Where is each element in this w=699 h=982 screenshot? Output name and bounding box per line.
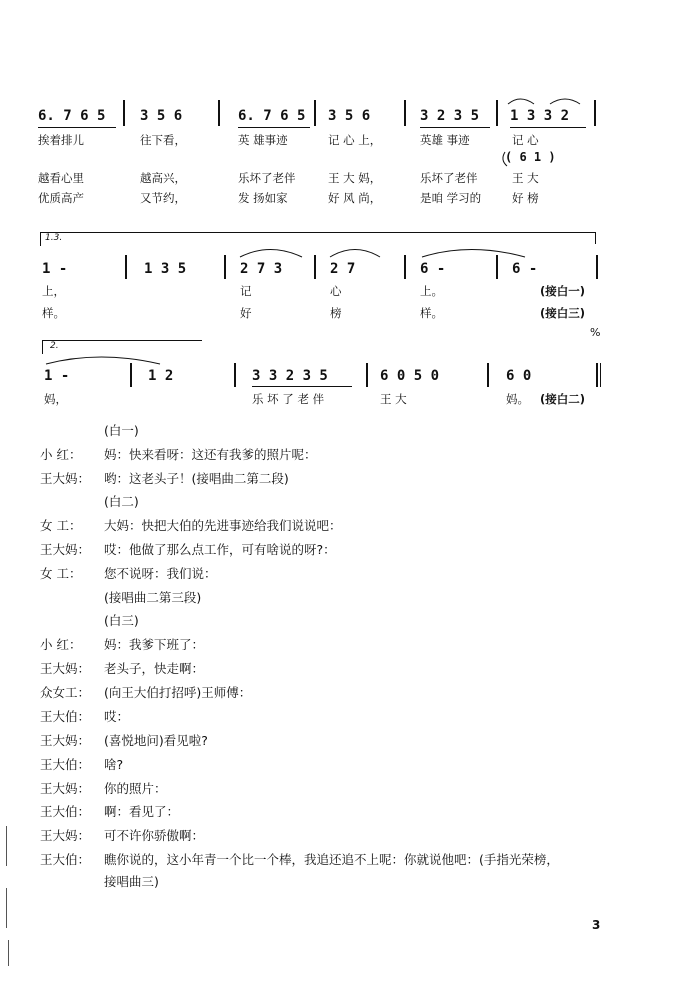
speaker: 王大妈： — [40, 661, 91, 676]
slur — [330, 250, 380, 258]
speaker: 女 工： — [40, 518, 82, 533]
dialogue-line — [40, 611, 139, 629]
dialogue-line — [40, 755, 123, 773]
dialogue-line — [40, 707, 129, 725]
slur — [422, 250, 525, 258]
dialogue-line — [40, 779, 167, 797]
line-text: 可不许你骄傲啊： — [104, 828, 205, 843]
lyric: 心 — [330, 284, 342, 298]
line-text: 啊：看见了： — [104, 804, 180, 819]
speaker: 王大伯： — [40, 852, 91, 867]
lyric: 样。 — [42, 306, 65, 320]
measure-notes: 6. 7 6 5 — [38, 108, 106, 124]
slur — [508, 99, 534, 104]
speaker: 王大妈： — [40, 542, 91, 557]
line-text: (喜悦地问)看见啦? — [104, 733, 208, 748]
lyric: 是咱 学习的 — [420, 191, 482, 205]
line-text: 您不说呀：我们说： — [104, 566, 217, 581]
line-text: (白二) — [104, 494, 139, 509]
lyric: 乐 坏 了 老 伴 — [252, 392, 325, 406]
line-text: 老头子，快走啊： — [104, 661, 205, 676]
lyric: 王 大 — [380, 392, 407, 406]
line-text: 哟：这老头子！(接唱曲二第二段) — [104, 471, 289, 486]
speaker: 王大伯： — [40, 757, 91, 772]
lyric: 发 扬如家 — [238, 191, 288, 205]
speaker: 小 红： — [40, 447, 82, 462]
measure-notes: 3 2 3 5 — [420, 108, 480, 124]
line-text: 妈：我爹下班了： — [104, 637, 205, 652]
slur — [240, 250, 302, 258]
inset-notes: ( 6 1 ) — [505, 150, 556, 164]
lyric: 英雄 事迹 — [420, 133, 470, 147]
measure-notes: 3 5 6 — [328, 108, 371, 124]
measure-notes: 3 3 2 3 5 — [252, 368, 328, 384]
lyric: 好 风 尚， — [328, 191, 382, 205]
lyric: 妈。 — [506, 392, 529, 406]
scan-mark — [6, 826, 7, 866]
volta-label: 2. — [50, 341, 59, 351]
lyric: 妈， — [44, 392, 67, 406]
slur — [46, 357, 160, 364]
lyric: 越高兴， — [140, 171, 186, 185]
measure-notes: 6 - — [512, 261, 538, 277]
dialogue-line — [40, 516, 342, 534]
measure-notes: 1 - — [42, 261, 68, 277]
dialogue-line — [40, 588, 201, 606]
lyric: 越看心里 — [38, 171, 84, 185]
line-text: 哎：他做了那么点工作，可有啥说的呀?： — [104, 542, 336, 557]
line-text: 妈：快来看呀：这还有我爹的照片呢： — [104, 447, 317, 462]
dialogue-line — [40, 850, 559, 868]
lyric: 乐坏了老伴 — [420, 171, 478, 185]
slur — [550, 99, 580, 104]
speaker: 王大伯： — [40, 709, 91, 724]
line-text: 你的照片： — [104, 781, 167, 796]
segno-sign: % — [590, 326, 601, 339]
page-number: 3 — [592, 918, 601, 932]
dialogue-line — [40, 802, 179, 820]
cue-label: (接白一) — [540, 284, 586, 298]
line-text: 啥? — [104, 757, 124, 772]
lyric: 挨着排儿 — [38, 133, 84, 147]
line-text: 瞧你说的，这小年青一个比一个棒，我追还追不上呢：你就说他吧：(手指光荣榜， — [104, 852, 559, 867]
lyric: 优质高产 — [38, 191, 84, 205]
lyric: 乐坏了老伴 — [238, 171, 296, 185]
lyric: 榜 — [330, 306, 342, 320]
cue-label: (接白二) — [540, 392, 586, 406]
speaker: 王大妈： — [40, 828, 91, 843]
lyric: 英 雄事迹 — [238, 133, 288, 147]
measure-notes: 6 - — [420, 261, 446, 277]
slur — [503, 152, 507, 166]
measure-notes: 1 3 5 — [144, 261, 187, 277]
dialogue-line — [40, 469, 289, 487]
dialogue-line — [40, 445, 317, 463]
dialogue-line — [40, 540, 336, 558]
speaker: 小 红： — [40, 637, 82, 652]
dialogue-line — [40, 421, 139, 439]
lyric: 往下看， — [140, 133, 186, 147]
line-text: 哎： — [104, 709, 130, 724]
line-text: (白一) — [104, 423, 139, 438]
speaker: 王大妈： — [40, 781, 91, 796]
lyric: 好 榜 — [512, 191, 539, 205]
speaker: 王大妈： — [40, 733, 91, 748]
measure-notes: 6. 7 6 5 — [238, 108, 306, 124]
lyric: 记 心 — [512, 133, 539, 147]
scan-mark — [6, 888, 7, 928]
lyric: 样。 — [420, 306, 443, 320]
speaker: 王大伯： — [40, 804, 91, 819]
volta-label: 1.3. — [45, 233, 63, 243]
line-text: 大妈：快把大伯的先进事迹给我们说说吧： — [104, 518, 342, 533]
lyric: 王 大 — [512, 171, 539, 185]
dialogue-line — [40, 635, 204, 653]
dialogue-line — [40, 872, 159, 890]
line-text: (接唱曲二第三段) — [104, 590, 202, 605]
scan-mark — [8, 940, 9, 966]
measure-notes: 3 5 6 — [140, 108, 183, 124]
lyric: 上， — [42, 284, 65, 298]
lyric: 上。 — [420, 284, 443, 298]
cue-label: (接白三) — [540, 306, 586, 320]
dialogue-line — [40, 564, 217, 582]
speaker: 众女工： — [40, 685, 91, 700]
dialogue-line — [40, 659, 204, 677]
speaker: 女 工： — [40, 566, 82, 581]
lyric: 又节约， — [140, 191, 186, 205]
measure-notes: 6 0 5 0 — [380, 368, 440, 384]
measure-notes: 2 7 3 — [240, 261, 283, 277]
measure-notes: 2 7 — [330, 261, 356, 277]
dialogue-line — [40, 683, 251, 701]
measure-notes: 6 0 — [506, 368, 532, 384]
lyric: 王 大 妈， — [328, 171, 382, 185]
measure-notes: 1 3 3 2 — [510, 108, 570, 124]
lyric: 记 心 上， — [328, 133, 382, 147]
dialogue-line — [40, 731, 208, 749]
lyric: 记 — [240, 284, 252, 298]
line-text: 接唱曲三) — [104, 874, 159, 889]
line-text: (向王大伯打招呼)王师傅： — [104, 685, 252, 700]
measure-notes: 1 - — [44, 368, 70, 384]
line-text: (白三) — [104, 613, 139, 628]
speaker: 王大妈： — [40, 471, 91, 486]
dialogue-line — [40, 826, 204, 844]
lyric: 好 — [240, 306, 252, 320]
dialogue-line — [40, 492, 139, 510]
measure-notes: 1 2 — [148, 368, 174, 384]
